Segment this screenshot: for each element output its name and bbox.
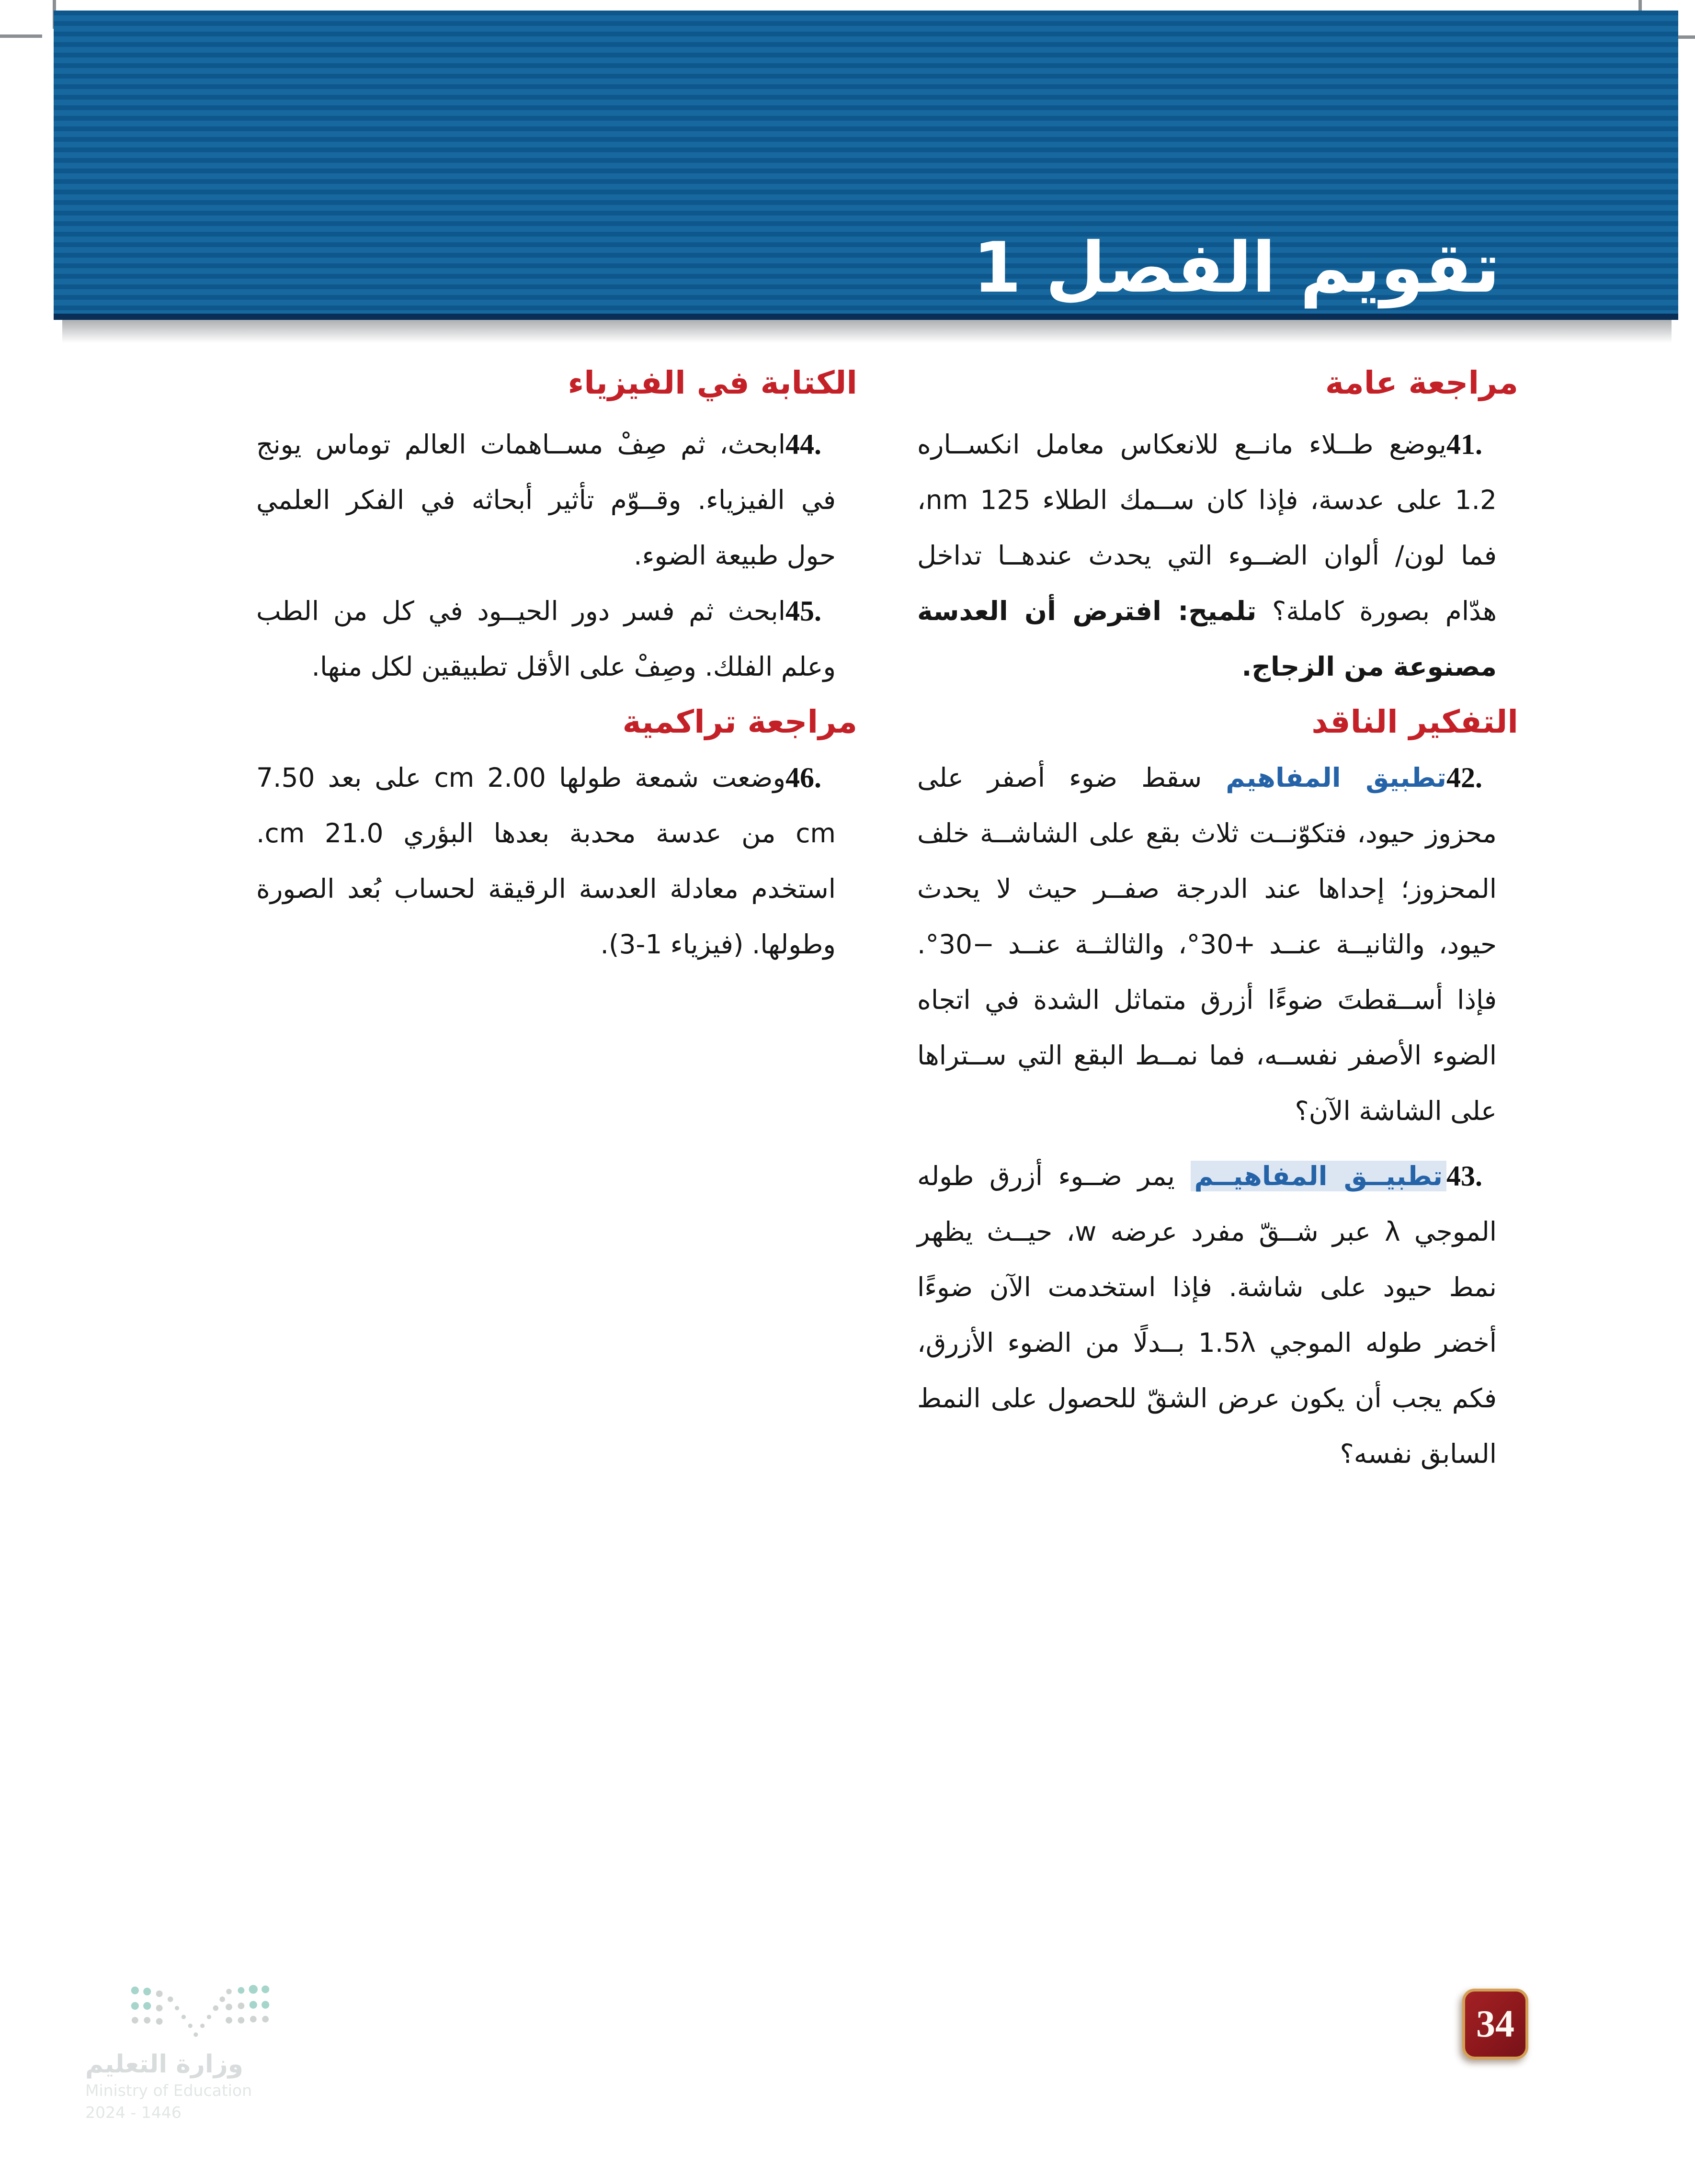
header-band-shadow <box>62 320 1672 343</box>
question-43-concept-label: تطبيــق المفاهيــم <box>1191 1161 1446 1191</box>
question-42-angle-plus30: °30+ <box>1186 929 1256 960</box>
question-44-text: ابحث، ثم صِفْ مســاهمات العالم توماس يونج في الفيزياء. وقــوّم تأثير أبحاثه في الفكر العلمي حول طبيعة الضوء. <box>256 429 836 571</box>
section-heading-critical-thinking: التفكير الناقد <box>1311 703 1518 740</box>
question-41-number: 41. <box>1446 429 1482 460</box>
question-42-text-b: ، والثالثــة عنــد <box>994 929 1187 960</box>
ministry-logo-icon <box>128 1982 272 2047</box>
page-number: 34 <box>1476 2003 1514 2045</box>
question-42 <box>917 750 1518 1139</box>
question-43-text: يمر ضــوء أزرق طوله الموجي λ عبر شــقّ مفرد عرضه w، حيــث يظهر نمط حيود على شاشة. فإذا استخدمت الآن ضوءًا أخضر طوله الموجي 1.5λ بــدلًا من الضوء الأزرق، فكم يجب أن يكون عرض الشقّ للحصول على النمط السابق نفسه؟ <box>917 1161 1497 1469</box>
question-42-text-a: سقط ضوء أصفر على محزوز حيود، فتكوّنــت ثلاث بقع على الشاشــة خلف المحزوز؛ إحداها عند الدرجة صفــر حيث لا يحدث حيود، والثانيــة عنــد <box>917 762 1497 960</box>
ministry-logo-block <box>85 1982 392 2124</box>
column-left <box>256 355 857 972</box>
question-41-text: يوضع طــلاء مانــع للانعكاس معامل انكســاره 1.2 على عدسة، فإذا كان ســمك الطلاء 125 nm، فما لون/ ألوان الضــوء التي يحدث عندهــا تداخل هدّام بصورة كاملة؟ <box>917 429 1497 626</box>
column-right <box>917 355 1518 1482</box>
edition-year: 2024 - 1446 <box>85 2103 182 2122</box>
question-41 <box>917 417 1518 694</box>
question-44-number: 44. <box>785 429 821 460</box>
section-heading-cumulative-review: مراجعة تراكمية <box>622 703 857 740</box>
question-45 <box>256 583 857 694</box>
section-heading-general-review: مراجعة عامة <box>1325 364 1518 401</box>
question-46 <box>256 750 857 972</box>
question-42-angle-minus30: °30− <box>925 929 995 960</box>
question-42-number: 42. <box>1446 762 1482 793</box>
question-43-number: 43. <box>1446 1160 1482 1192</box>
question-45-number: 45. <box>785 595 821 627</box>
question-45-text: ابحث ثم فسر دور الحيــود في كل من الطب وعلم الفلك. وصِفْ على الأقل تطبيقين لكل منها. <box>256 596 836 682</box>
question-42-text-c: . فإذا أســقطتَ ضوءًا أزرق متماثل الشدة في اتجاه الضوء الأصفر نفســه، فما نمــط البقع التي ســتراها على الشاشة الآن؟ <box>917 929 1497 1126</box>
question-42-concept-label: تطبيق المفاهيم <box>1226 762 1447 793</box>
question-44 <box>256 417 857 583</box>
question-46-text: وضعت شمعة طولها 2.00 cm على بعد 7.50 cm من عدسة محدبة بعدها البؤري 21.0 cm. استخدم معادلة العدسة الرقيقة لحساب بُعد الصورة وطولها. (فيزياء 1-3). <box>256 762 836 960</box>
page-title: تقويم الفصل 1 <box>973 227 1500 308</box>
question-43 <box>917 1148 1518 1482</box>
crop-mark-top-left-horizontal <box>0 34 42 38</box>
page-number-badge <box>1462 1989 1528 2060</box>
question-41-hint: تلميح: افترض أن العدسة مصنوعة من الزجاج. <box>917 596 1497 682</box>
ministry-name-english: Ministry of Education <box>85 2081 252 2100</box>
chapter-header-band <box>54 11 1678 320</box>
section-heading-writing-in-physics: الكتابة في الفيزياء <box>568 364 857 401</box>
question-46-number: 46. <box>785 762 821 793</box>
ministry-name-arabic: وزارة التعليم <box>85 2050 243 2079</box>
